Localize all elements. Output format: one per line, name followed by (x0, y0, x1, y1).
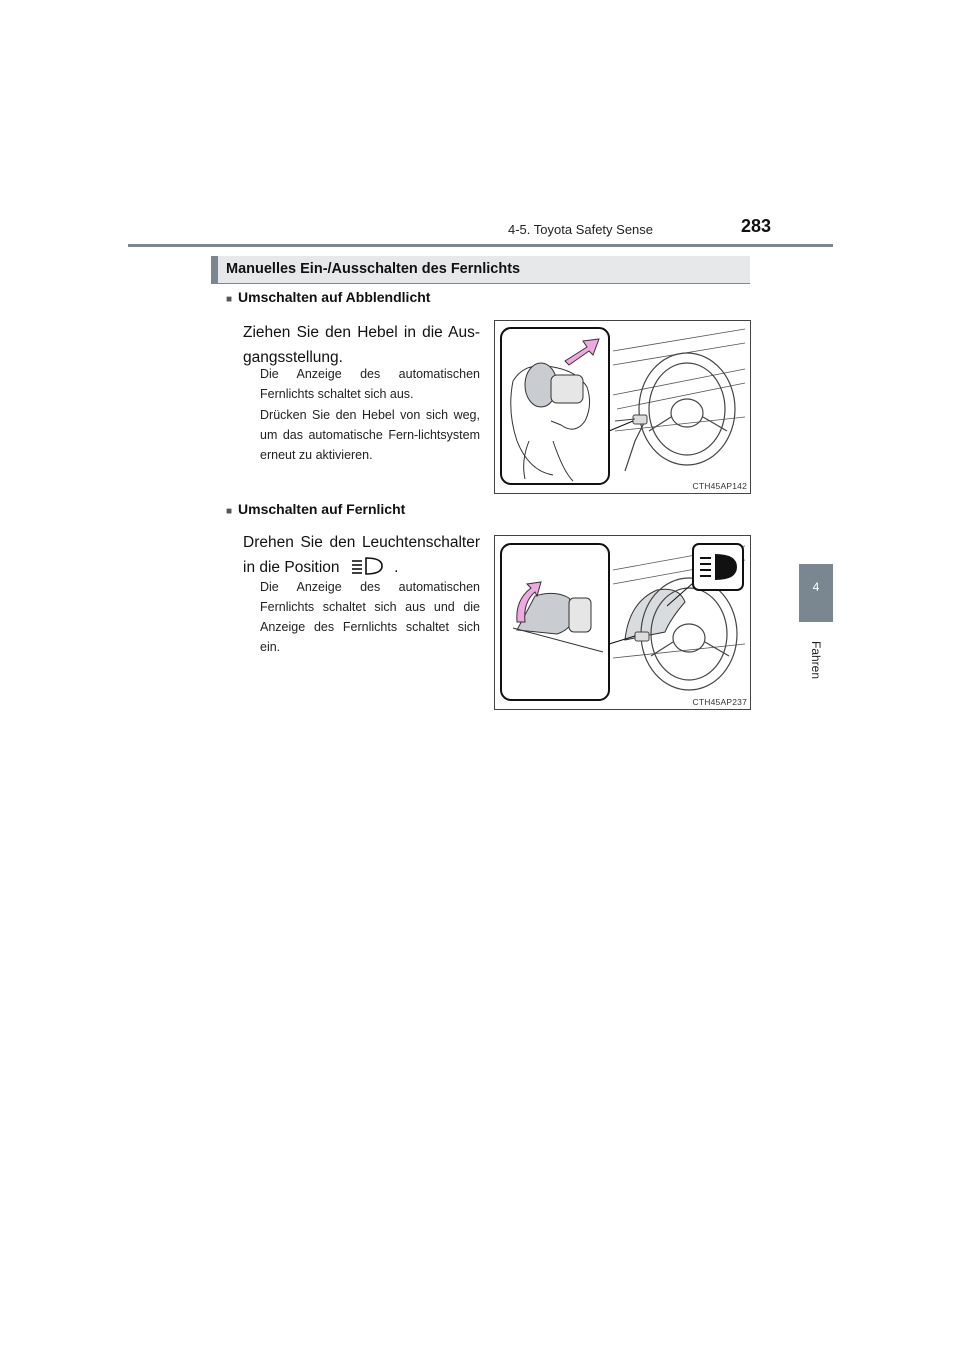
figure-lever-pull (494, 320, 751, 494)
block2-note: Die Anzeige des automatischen Fernlichts schaltet sich aus und die Anzeige des Fernlichts schaltet sich ein. (260, 580, 480, 654)
figure1-code: CTH45AP142 (692, 481, 747, 491)
figure-high-beam (494, 535, 751, 710)
high-beam-illustration (495, 536, 750, 709)
block2-heading-row (226, 501, 405, 519)
running-header: 4-5. Toyota Safety Sense (508, 222, 654, 237)
block1-heading-row (226, 289, 430, 307)
block1-heading: Umschalten auf Abblendlicht (238, 289, 431, 305)
block1-note1: Die Anzeige des automatischen Fernlichts schaltet sich aus. (260, 367, 480, 401)
header-rule (128, 244, 833, 247)
block2-heading: Umschalten auf Fernlicht (238, 501, 406, 517)
chapter-number: 4 (812, 580, 820, 594)
chapter-label: Fahren (809, 640, 823, 680)
block2-instruction-text: Drehen Sie den Leuchtenschalter in die Position (243, 534, 480, 576)
page-number: 283 (741, 216, 772, 236)
high-beam-icon (350, 556, 390, 576)
block1-note2: Drücken Sie den Hebel von sich weg, um das automatische Fern-lichtsystem erneut zu aktivieren. (260, 408, 480, 462)
block1-instruction: Ziehen Sie den Hebel in die Aus-gangsstellung. (243, 324, 480, 366)
square-bullet-icon: ■ (226, 294, 233, 305)
section-title: Manuelles Ein-/Ausschalten des Fernlichts (226, 261, 521, 277)
square-bullet-icon: ■ (226, 506, 233, 517)
block2-instruction-end: . (394, 559, 399, 576)
figure2-code: CTH45AP237 (692, 697, 747, 707)
block2-instruction (243, 530, 480, 580)
lever-pull-illustration (495, 321, 750, 493)
